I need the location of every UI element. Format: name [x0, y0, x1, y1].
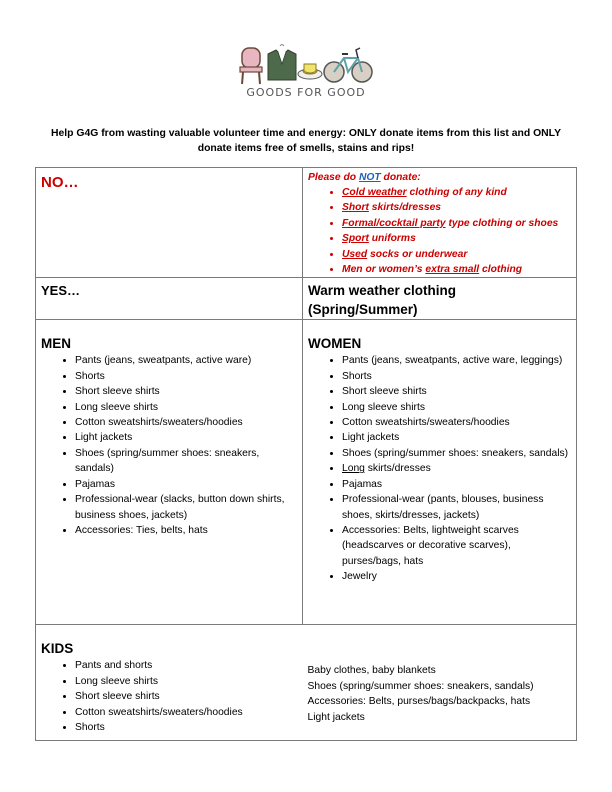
do-not-donate-heading: Please do NOT donate:: [308, 172, 421, 183]
list-item: • Shorts: [342, 369, 571, 384]
kids-row: [36, 625, 577, 741]
list-item: • Pants (jeans, sweatpants, active ware, leggings): [342, 353, 571, 368]
kids-title: KIDS: [41, 641, 74, 657]
intro-instructions: [30, 126, 582, 156]
list-item: • Light jackets: [342, 430, 571, 445]
list-item: • Pajamas: [342, 477, 571, 492]
list-item: • Jewelry: [342, 569, 571, 584]
not-emphasis: NOT: [358, 172, 381, 183]
list-item: • Cold weather clothing of any kind: [342, 185, 571, 200]
donation-table: [35, 167, 577, 741]
kids-cell: [36, 625, 303, 741]
women-list: [308, 353, 571, 584]
teacup-icon: [298, 64, 322, 79]
do-not-donate-cell: [303, 168, 577, 278]
kids-extra-line: Shoes (spring/summer shoes: sneakers, sandals): [307, 680, 534, 692]
list-item: • Pants (jeans, sweatpants, active ware): [75, 353, 297, 368]
list-item: • Long sleeve shirts: [75, 674, 298, 689]
logo-illustration: [238, 42, 374, 86]
men-cell: [36, 320, 303, 625]
list-item: • Short sleeve shirts: [342, 384, 571, 399]
yes-label-cell: [36, 278, 303, 320]
list-item: • Shorts: [75, 720, 298, 735]
kids-extra-line: Accessories: Belts, purses/bags/backpacks, hats: [307, 696, 531, 708]
list-item: • Long sleeve shirts: [342, 400, 571, 415]
kids-extra-line: Light jackets: [307, 711, 365, 723]
list-item: • Cotton sweatshirts/sweaters/hoodies: [75, 705, 298, 720]
women-title: WOMEN: [308, 336, 362, 352]
list-item: • Formal/cocktail party type clothing or shoes: [342, 216, 571, 231]
intro-line-2: donate items free of smells, stains and rips!: [197, 143, 415, 154]
list-item: • Professional-wear (pants, blouses, business shoes, skirts/dresses, jackets): [342, 492, 571, 523]
list-item: • Accessories: Ties, belts, hats: [75, 523, 297, 538]
list-item: • Cotton sweatshirts/sweaters/hoodies: [342, 415, 571, 430]
no-label: NO…: [41, 174, 79, 191]
warm-weather-cell: [303, 278, 577, 320]
list-item: • Pajamas: [75, 477, 297, 492]
kids-extra-cell: [303, 625, 577, 741]
yes-row: [36, 278, 577, 320]
list-item: • Shorts: [75, 369, 297, 384]
list-item: • Short sleeve shirts: [75, 384, 297, 399]
list-item: • Shoes (spring/summer shoes: sneakers, sandals): [75, 446, 297, 477]
kids-list: [41, 658, 298, 735]
women-cell: [303, 320, 577, 625]
list-item: • Shoes (spring/summer shoes: sneakers, sandals): [342, 446, 571, 461]
kids-extra-list: [308, 663, 572, 725]
kids-extra-line: Baby clothes, baby blankets: [307, 665, 436, 677]
yes-label: YES…: [41, 283, 81, 299]
men-list: [41, 353, 297, 538]
warm-weather-title: Warm weather clothing (Spring/Summer): [308, 283, 457, 318]
men-women-row: [36, 320, 577, 625]
list-item: • Professional-wear (slacks, button down shirts, business shoes, jackets): [75, 492, 297, 523]
men-title: MEN: [41, 336, 71, 352]
list-item: • Cotton sweatshirts/sweaters/hoodies: [75, 415, 297, 430]
list-item: • Light jackets: [75, 430, 297, 445]
list-item: • Short sleeve shirts: [75, 689, 298, 704]
bicycle-icon: [324, 48, 372, 82]
list-item: • Long sleeve shirts: [75, 400, 297, 415]
goods-for-good-logo: [238, 42, 374, 106]
intro-line-1: Help G4G from wasting valuable volunteer time and energy: ONLY donate items from this list and ONLY: [50, 128, 562, 139]
suit-jacket-icon: [268, 45, 296, 81]
list-item: • Accessories: Belts, lightweight scarves (headscarves or decorative scarves), purses/bags, hats: [342, 523, 571, 569]
no-row: [36, 168, 577, 278]
logo-text: GOODS FOR GOOD: [246, 86, 366, 99]
list-item: • Short skirts/dresses: [342, 200, 571, 215]
list-item: • Used socks or underwear: [342, 247, 571, 262]
chair-icon: [240, 48, 262, 84]
list-item: • Men or women’s extra small clothing: [342, 262, 571, 277]
list-item: • Pants and shorts: [75, 658, 298, 673]
no-label-cell: [36, 168, 303, 278]
list-item: • Sport uniforms: [342, 231, 571, 246]
do-not-donate-list: [308, 185, 571, 277]
list-item: • Long skirts/dresses: [342, 461, 571, 476]
